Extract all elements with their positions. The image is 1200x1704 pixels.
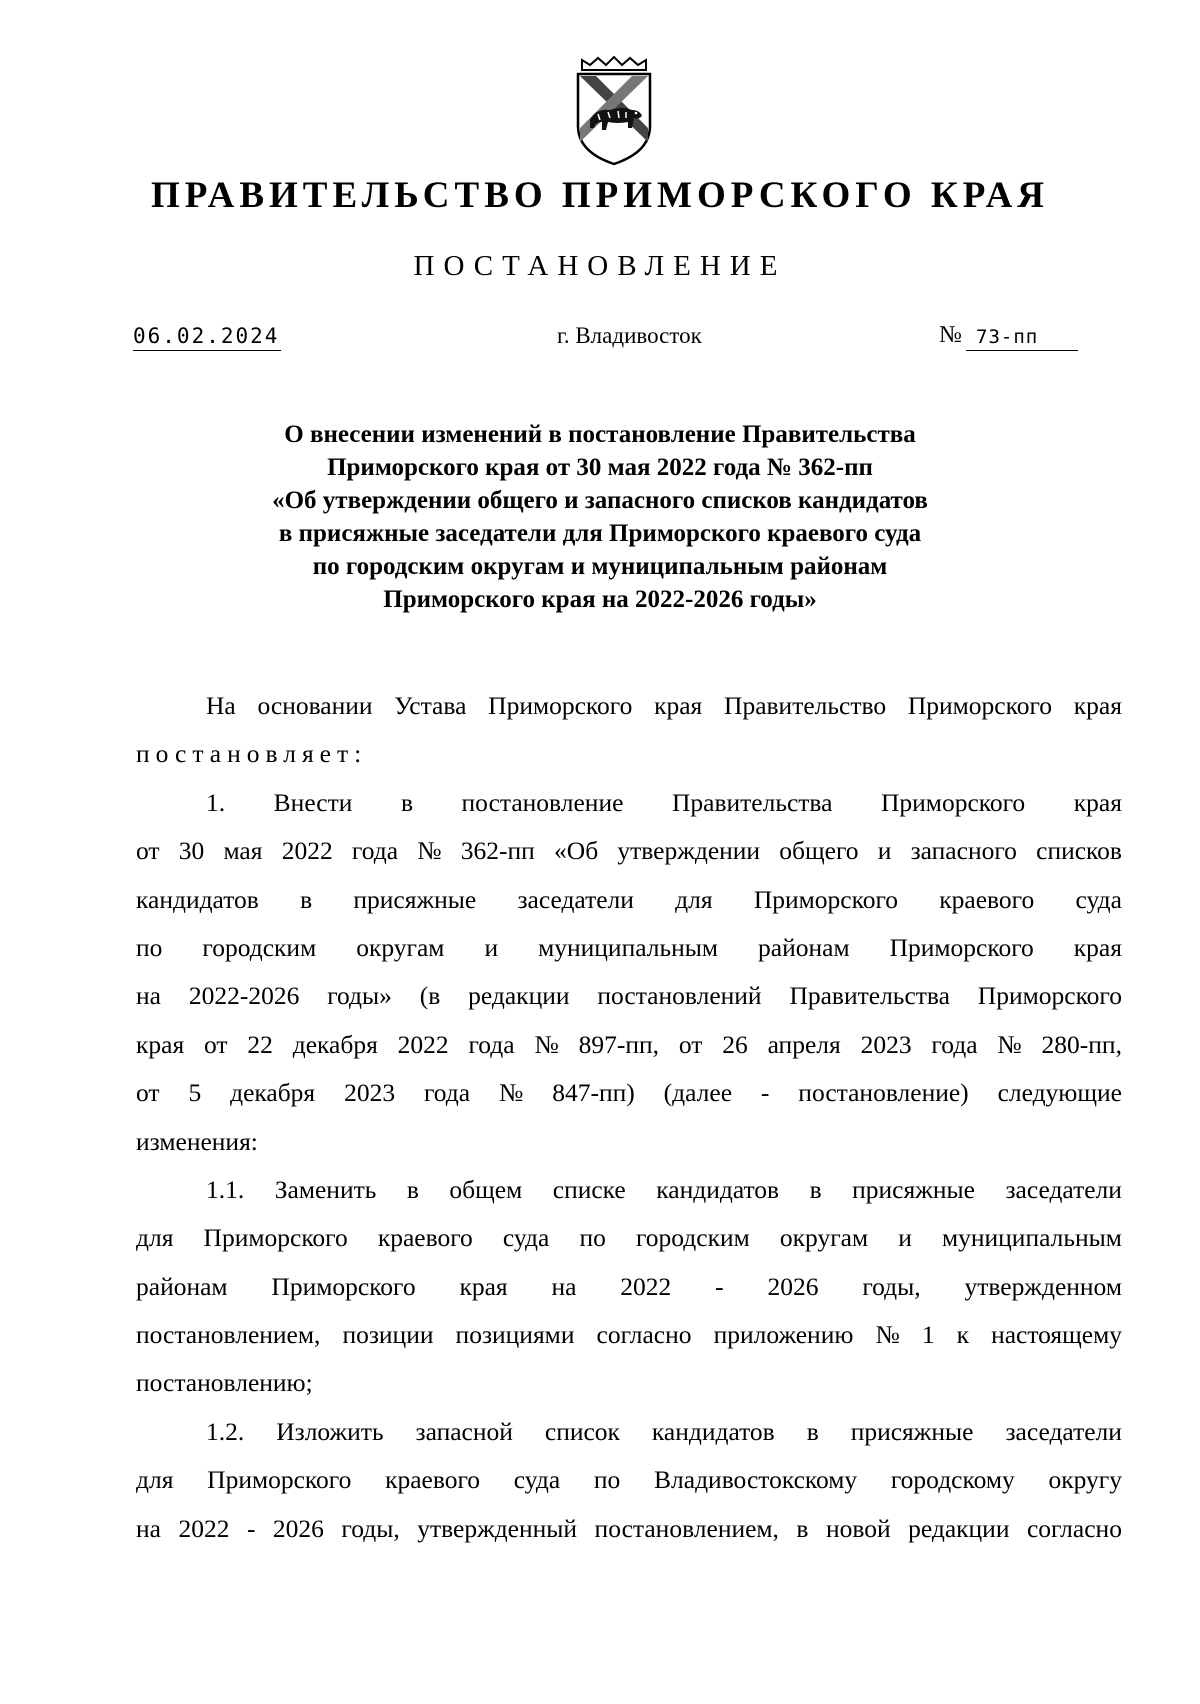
document-number: 73-пп	[976, 326, 1039, 348]
document-city: г. Владивосток	[557, 323, 702, 348]
body-line: районам Приморского края на 2022 - 2026 годы, утвержденном	[136, 1271, 1122, 1301]
heading-line: О внесении изменений в постановление Правительства	[284, 421, 916, 448]
body-line: кандидатов в присяжные заседатели для Приморского краевого суда	[136, 884, 1122, 914]
document-body	[136, 682, 1122, 1553]
body-line: 1.1. Заменить в общем списке кандидатов в присяжные заседатели	[206, 1174, 1122, 1204]
heading-line: по городским округам и муниципальным районам	[312, 553, 888, 580]
body-line: от 30 мая 2022 года № 362-пп «Об утверждении общего и запасного списков	[136, 836, 1122, 866]
body-line: 1.2. Изложить запасной список кандидатов в присяжные заседатели	[206, 1416, 1122, 1446]
body-line: постановляет:	[136, 739, 368, 769]
body-line: для Приморского краевого суда по городским округам и муниципальным	[136, 1223, 1122, 1253]
body-line: 1. Внести в постановление Правительства Приморского края	[206, 787, 1122, 817]
number-sign: №	[939, 322, 962, 348]
number-underline	[966, 350, 1078, 351]
government-title: ПРАВИТЕЛЬСТВО ПРИМОРСКОГО КРАЯ	[150, 175, 1050, 216]
heading-line: в присяжные заседатели для Приморского краевого суда	[278, 520, 922, 547]
document-type: ПОСТАНОВЛЕНИЕ	[413, 250, 787, 282]
document-heading	[0, 418, 1200, 616]
body-line: на 2022 - 2026 годы, утвержденный постановлением, в новой редакции согласно	[136, 1513, 1122, 1543]
heading-line: Приморского края от 30 мая 2022 года № 362-пп	[327, 454, 873, 481]
body-line: для Приморского краевого суда по Владивостокскому городскому округу	[136, 1465, 1122, 1495]
body-line: постановлением, позиции позициями согласно приложению № 1 к настоящему	[136, 1320, 1122, 1350]
body-line: На основании Устава Приморского края Правительство Приморского края	[206, 691, 1122, 720]
document-date: 06.02.2024	[133, 324, 280, 348]
date-underline	[133, 350, 281, 351]
body-line: изменения:	[136, 1126, 258, 1156]
body-line: постановлению;	[136, 1368, 313, 1398]
heading-line: «Об утверждении общего и запасного списков кандидатов	[272, 487, 928, 514]
body-line: на 2022-2026 годы» (в редакции постановлений Правительства Приморского	[136, 981, 1122, 1011]
body-line: края от 22 декабря 2022 года № 897-пп, от 26 апреля 2023 года № 280-пп,	[136, 1029, 1122, 1059]
coat-of-arms-icon	[572, 56, 656, 168]
heading-line: Приморского края на 2022-2026 годы»	[383, 586, 817, 613]
body-line: по городским округам и муниципальным районам Приморского края	[136, 932, 1122, 962]
body-line: от 5 декабря 2023 года № 847-пп) (далее - постановление) следующие	[136, 1078, 1122, 1108]
